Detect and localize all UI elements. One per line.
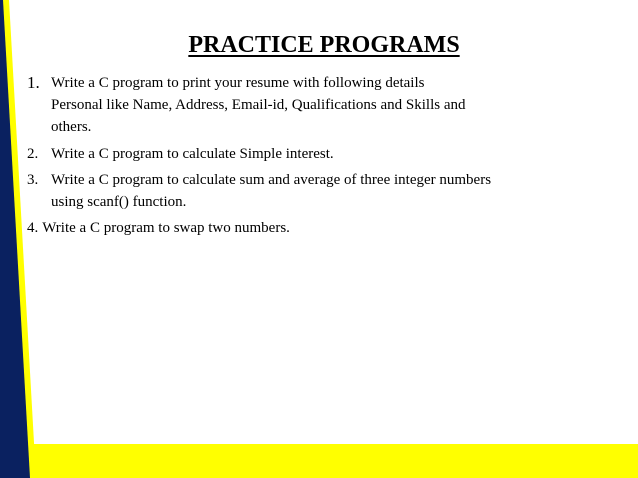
yellow-footer-band <box>0 444 638 478</box>
program-number: 3. <box>27 172 39 188</box>
program-item-2 <box>27 143 607 165</box>
practice-programs-list <box>27 72 607 243</box>
program-text-line: using scanf() function. <box>51 194 187 210</box>
program-text <box>51 143 607 165</box>
program-text <box>42 217 607 239</box>
program-text-line: Write a C program to calculate Simple interest. <box>51 146 334 162</box>
program-number: 2. <box>27 146 39 162</box>
program-number: 1. <box>27 73 40 92</box>
slide-title: PRACTICE PROGRAMS <box>188 32 460 58</box>
program-number: 4. <box>27 220 39 236</box>
program-text-line: Write a C program to swap two numbers. <box>42 220 290 236</box>
program-text-line: others. <box>51 119 92 135</box>
program-item-1 <box>27 72 607 138</box>
program-text-line: Write a C program to calculate sum and average of three integer numbers <box>51 172 492 188</box>
program-text <box>51 72 607 138</box>
program-item-3 <box>27 169 607 213</box>
program-item-4 <box>27 217 607 239</box>
program-text <box>51 169 607 213</box>
program-text-line: Personal like Name, Address, Email-id, Qualifications and Skills and <box>51 97 466 113</box>
stripe-blue-band <box>0 0 30 478</box>
program-text-line: Write a C program to print your resume with following details <box>51 75 425 91</box>
